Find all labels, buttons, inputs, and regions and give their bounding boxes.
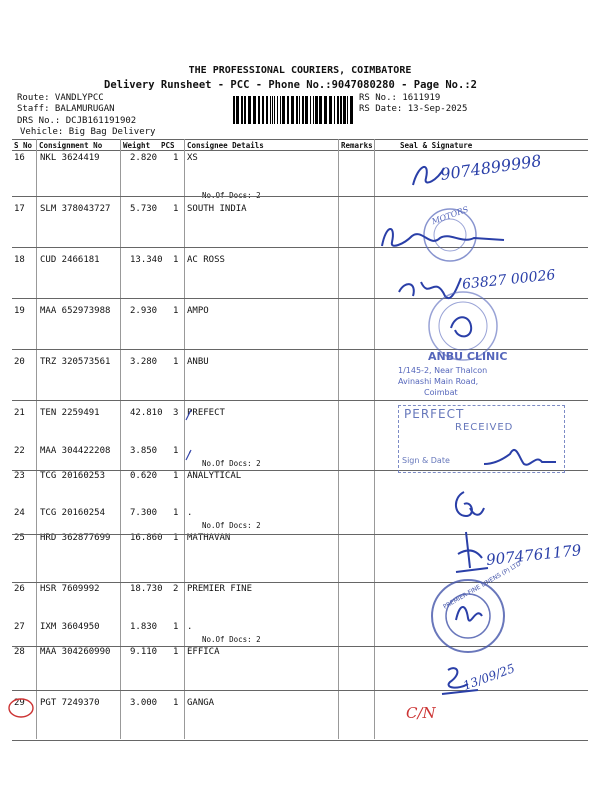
row-consignee: ANALYTICAL [187,471,242,481]
row-pcs: 1 [173,357,179,367]
barcode-bar [241,96,243,124]
row-sno: 20 [14,357,25,367]
tick-mark [184,448,194,462]
drs-label: DRS No.: DCJB161191902 [17,116,137,126]
row-consignee: AMPO [187,306,209,316]
row-docs-count: No.Of Docs: 2 [202,459,261,468]
barcode-bar [299,96,300,124]
row-sno: 25 [14,533,25,543]
barcode-bar [270,96,271,124]
barcode-bar [334,96,335,124]
perfect-stamp-title: PERFECT [404,407,465,421]
perfect-stamp-sign-date: Sign & Date [402,456,450,465]
row-sno: 29 [14,698,25,708]
row-sno: 26 [14,584,25,594]
row-sno: 21 [14,408,25,418]
row-pcs: 1 [173,533,179,543]
barcode-bar [244,96,246,124]
row-pcs: 1 [173,306,179,316]
col-divider [338,139,339,739]
row-sno: 18 [14,255,25,265]
anbu-address-2: Avinashi Main Road, [398,377,479,386]
row-weight: 9.110 [130,647,158,657]
company-title: THE PROFESSIONAL COURIERS, COIMBATORE [188,65,412,76]
row-consignee: GANGA [187,698,215,708]
row-consignment: NKL 3624419 [40,153,100,163]
barcode-bar [280,96,281,124]
row-weight: 42.810 [130,408,163,418]
barcode-bar [315,96,318,124]
col-header-sno: S No [14,141,33,150]
barcode-bar [253,96,256,124]
barcode-bar [233,96,235,124]
row-consignee: EFFICA [187,647,220,657]
row-consignment: TCG 20160254 [40,508,106,518]
barcode-bar [305,96,308,124]
row-sno: 19 [14,306,25,316]
signature-23 [450,488,486,522]
row-docs-count: No.Of Docs: 2 [202,191,261,200]
barcode-bar [310,96,311,124]
barcode-bar [291,96,294,124]
table-top-border [12,139,588,140]
col-divider [374,139,375,739]
row-consignment: TEN 2259491 [40,408,100,418]
rs-date: RS Date: 13-Sep-2025 [359,104,468,114]
row-pcs: 1 [173,153,179,163]
row-pcs: 1 [173,204,179,214]
barcode-bar [262,96,264,124]
handwritten-date-28: 13/09/25 [461,661,517,693]
premier-round-stamp [428,576,508,656]
row-separator [12,534,588,535]
row-consignment: TRZ 320573561 [40,357,111,367]
barcode-bar [340,96,342,124]
row-consignment: MAA 304422208 [40,446,111,456]
perfect-stamp-received: RECEIVED [455,422,514,433]
barcode-bar [272,96,273,124]
row-pcs: 1 [173,647,179,657]
row-separator [12,298,588,299]
row-weight: 13.340 [130,255,163,265]
barcode-bar [343,96,346,124]
barcode-bar [274,96,275,124]
barcode-bar [319,96,322,124]
row-pcs: 1 [173,471,179,481]
barcode-bar [287,96,289,124]
anbu-address-3: Coimbat [424,388,458,397]
row-docs-count: No.Of Docs: 2 [202,635,261,644]
barcode-bar [282,96,285,124]
col-divider [36,139,37,739]
row-weight: 18.730 [130,584,163,594]
row-separator [12,196,588,197]
row-consignment: HSR 7609992 [40,584,100,594]
row-consignee: PREFECT [187,408,225,418]
barcode-bar [329,96,332,124]
staff-label: Staff: BALAMURUGAN [17,104,115,114]
row-pcs: 1 [173,508,179,518]
row-consignee: AC ROSS [187,255,225,265]
handwritten-phone-25: 9074761179 [485,541,583,569]
row-pcs: 2 [173,584,179,594]
row-consignee: ANBU [187,357,209,367]
row-consignee: . [187,508,193,518]
row-consignee: . [187,446,193,456]
barcode-bar [350,96,353,124]
row-sno: 16 [14,153,25,163]
row-pcs: 3 [173,408,179,418]
barcode [233,96,353,126]
anbu-address-1: 1/145-2, Near Thalcon [398,366,488,375]
premier-stamp-text: PREMIER FINE LINENS (P) LTD [442,560,523,611]
vehicle-label: Vehicle: Big Bag Delivery [20,127,156,137]
barcode-bar [266,96,268,124]
red-circle-mark [6,697,36,719]
row-consignment: IXM 3604950 [40,622,100,632]
barcode-bar [313,96,314,124]
barcode-bar [248,96,251,124]
row-weight: 3.280 [130,357,158,367]
signature-22 [480,440,560,470]
row-consignment: MAA 652973988 [40,306,111,316]
row-sno: 17 [14,204,25,214]
signature-17 [378,222,508,252]
table-header-border [12,150,588,151]
row-consignment: SLM 378043727 [40,204,111,214]
col-header-consignment: Consignment No [39,141,103,150]
barcode-bar [258,96,260,124]
col-header-weight: Weight [123,141,151,150]
anbu-clinic-stamp: ANBU CLINIC [428,350,508,363]
handwritten-phone-16: 9074899998 [439,151,543,184]
col-header-pcs: PCS [161,141,175,150]
row-consignment: CUD 2466181 [40,255,100,265]
row-pcs: 1 [173,255,179,265]
col-divider [184,139,185,739]
row-consignee: XS [187,153,198,163]
row-weight: 0.620 [130,471,158,481]
col-header-remarks: Remarks [341,141,373,150]
row-weight: 5.730 [130,204,158,214]
barcode-bar [337,96,339,124]
runsheet-subtitle: Delivery Runsheet - PCC - Phone No.:9047080280 - Page No.:2 [104,79,477,91]
barcode-bar [324,96,327,124]
row-weight: 7.300 [130,508,158,518]
row-separator [12,400,588,401]
route-label: Route: VANDLYPCC [17,93,104,103]
row-pcs: 1 [173,698,179,708]
row-weight: 2.820 [130,153,158,163]
row-weight: 1.830 [130,622,158,632]
row-sno: 22 [14,446,25,456]
barcode-bar [347,96,348,124]
motors-stamp-text: MOTORS [430,204,470,227]
row-consignment: HRD 362877699 [40,533,111,543]
row-pcs: 1 [173,446,179,456]
row-consignee: . [187,622,193,632]
row-sno: 23 [14,471,25,481]
row-sno: 27 [14,622,25,632]
row-separator [12,690,588,691]
row-weight: 2.930 [130,306,158,316]
row-consignment: MAA 304260990 [40,647,111,657]
handwritten-phone-18: 63827 00026 [461,267,557,293]
barcode-bar [296,96,298,124]
barcode-bar [302,96,304,124]
row-consignee: SOUTH INDIA [187,204,247,214]
row-sno: 28 [14,647,25,657]
barcode-bar [236,96,239,124]
col-header-signature: Seal & Signature [400,141,473,150]
row-weight: 3.000 [130,698,158,708]
row-weight: 3.850 [130,446,158,456]
handwritten-note-29: C/N [406,704,436,722]
row-weight: 16.860 [130,533,163,543]
col-divider [120,139,121,739]
row-docs-count: No.Of Docs: 2 [202,521,261,530]
row-consignment: PGT 7249370 [40,698,100,708]
row-consignee: PREMIER FINE [187,584,253,594]
barcode-bar [277,96,278,124]
tick-mark [184,408,194,422]
rs-number: RS No.: 1611919 [359,93,441,103]
row-pcs: 1 [173,622,179,632]
row-sno: 24 [14,508,25,518]
col-header-consignee: Consignee Details [187,141,264,150]
row-separator [12,740,588,741]
row-consignment: TCG 20160253 [40,471,106,481]
row-consignee: MATHAVAN [187,533,231,543]
